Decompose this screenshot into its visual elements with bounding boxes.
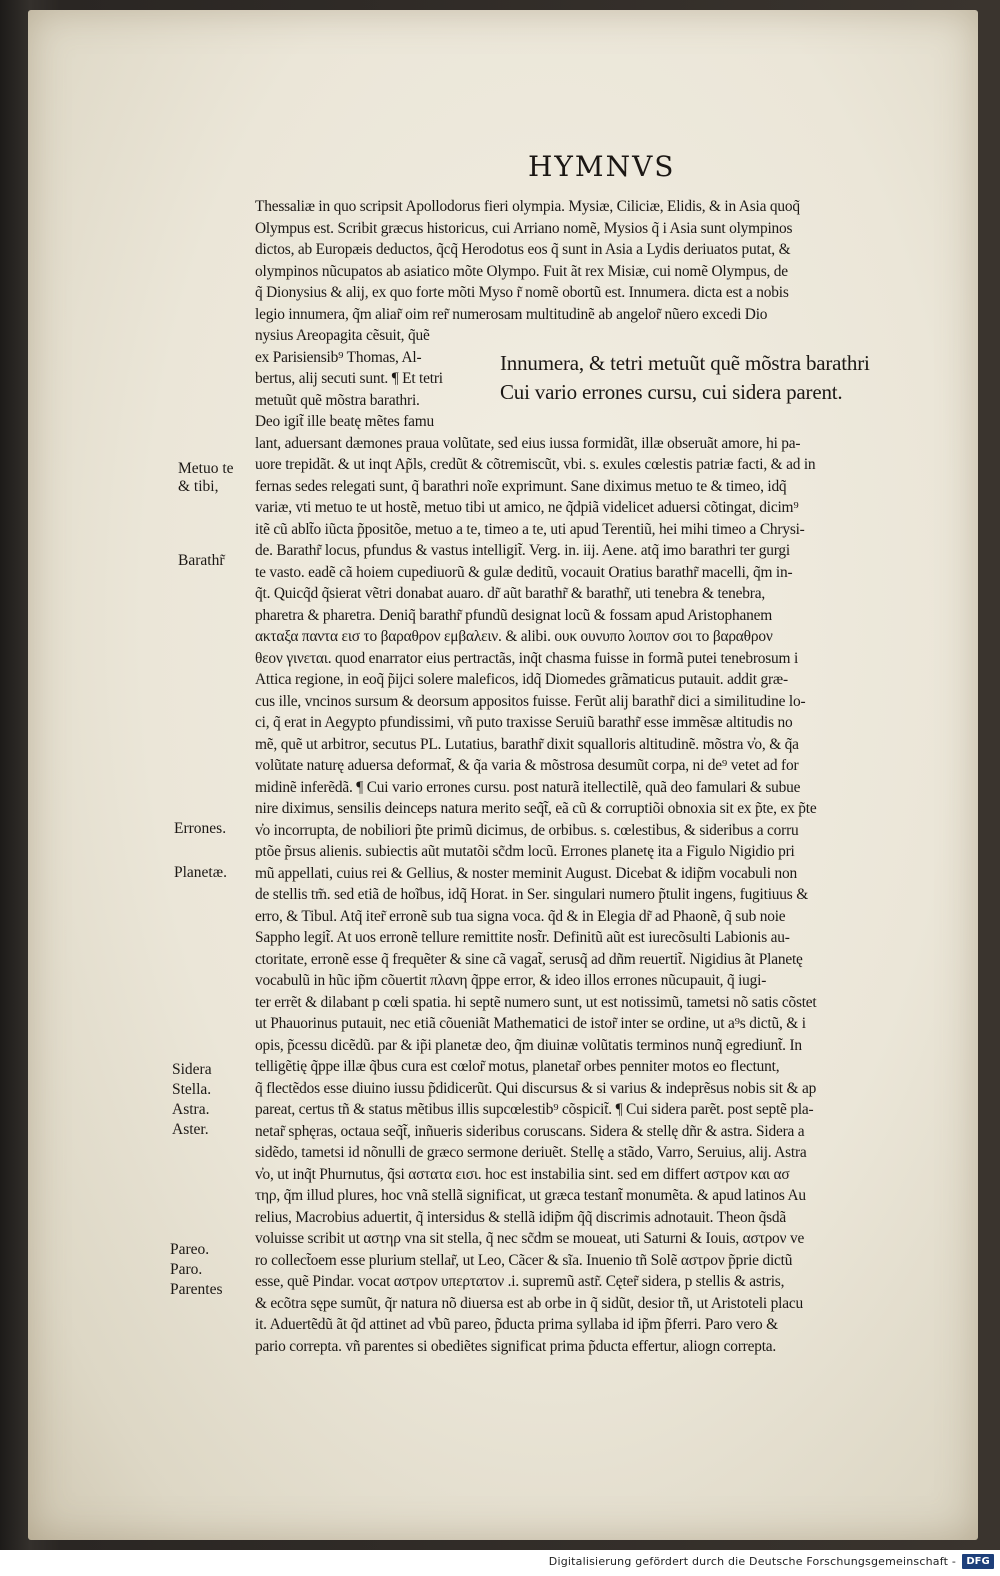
text-line: de stellis tm̃. sed etiã de hoĩbus, idq̃ Horat. in Ser. singulari numero p̃tulit ingens, fugitiuus & xyxy=(255,886,808,903)
margin-line: & tibi, xyxy=(178,478,219,495)
text-line: mũ appellati, cuius rei & Gellius, & noster meminit August. Dicebat & idip̃m vocabuli non xyxy=(255,864,797,882)
margin-line: Pareo. xyxy=(170,1241,210,1258)
text-line: vocabulũ in hũc ip̃m cõuertit πλανη q̃ppe error, & ideo illos errones nũcupauit, q̃ iugi- xyxy=(255,972,767,989)
text-line: dictos, ab Europæis deductos, q̃cq̃ Herodotus eos q̃ sunt in Asia a Lydis deriuatos putat, & xyxy=(255,241,791,258)
text-line: esse, quẽ Pindar. vocat αστρον υπερτατον .i. supremũ astr̃. Cęter̃ sidera, p stellis & astris, xyxy=(255,1273,785,1290)
text-line: legio innumera, q̃m aliar̃ oim rer̃ numerosam multitudinẽ ab angelor̃ nũero excedi Dio xyxy=(255,305,768,323)
text-line: bertus, alij secuti sunt. ¶ Et tetri xyxy=(255,370,443,387)
main-text-block xyxy=(255,196,945,1357)
margin-line: Parentes xyxy=(170,1281,223,1298)
text-line: ακταξα παντα εισ το βαραθρον εμβαλειν. & alibi. ουκ ουνυπο λοιπον σοι το βαραθρον xyxy=(255,628,773,645)
margin-line: Paro. xyxy=(170,1261,203,1278)
text-line: erro, & Tibul. Atq̃ iter̃ erronẽ sub tua signa voca. q̃d & in Elegia dr̃ ad Phaonẽ, q̃ sub noie xyxy=(255,907,786,925)
text-line: fernas sedes relegati sunt, q̃ barathri noĩe exprimunt. Sane diximus metuo te & timeo, idq̃ xyxy=(255,477,787,495)
text-line: opis, p̃cessu dicẽdũ. par & ip̃i planetæ deo, q̃m diuinæ volũtatis terminos nunq̃ egrediunt̃. In xyxy=(255,1036,802,1054)
text-line: ut Phauorinus putauit, nec etiã cõueniãt Mathematici de istor̃ inter se ordine, ut a⁹s dictũ, & i xyxy=(255,1015,806,1032)
margin-line: Sidera xyxy=(172,1061,212,1078)
text-line: pareat, certus tñ & status mẽtibus illis supcœlestib⁹ cõspicit̃. ¶ Cui sidera parẽt. post septẽ pla- xyxy=(255,1101,814,1118)
text-line: ex Parisiensib⁹ Thomas, Al- xyxy=(255,348,422,366)
text-line: ter errẽt & dilabant p cœli spatia. hi septẽ numero sunt, ut est notissimũ, tametsi nõ satis cõstet xyxy=(255,993,817,1011)
text-line: ci, q̃ erat in Aegypto pfundissimi, vñ puto traxisse Seruiũ barathr̃ esse immẽsæ altitudis no xyxy=(255,714,793,731)
text-line: Olympus est. Scribit græcus historicus, cui Arriano nomẽ, Mysios q̃ i Asia sunt olympinos xyxy=(255,219,793,237)
text-line: & ecõtra sępe sumũt, q̃r natura nõ diuersa est ab orbe in q̃ sidũt, desior tñ, ut Aristoteli placu xyxy=(255,1294,803,1312)
text-line: itẽ cũ ablt̃o iũcta p̃positõe, metuo a te, timeo a te, uti apud Terentiũ, hei mihi timeo a Chrysi- xyxy=(255,520,805,538)
text-line: v̓o, ut inq̃t Phurnutus, q̃si αστατα εισι. hoc est instabilia sint. sed em differt αστρον και ασ xyxy=(255,1165,790,1183)
margin-note-metuo xyxy=(178,460,234,496)
footer-credit: Digitalisierung gefördert durch die Deutsche Forschungsgemeinschaft - xyxy=(548,1555,956,1568)
text-line: netar̃ sphęras, octaua seq̃t̃, inñueris sideribus coruscans. Sidera & stellę dñr & astra. Sidera a xyxy=(255,1122,805,1140)
text-line: olympinos nũcupatos ab asiatico mõte Olympo. Fuit ãt rex Misiæ, cui nomẽ Olympus, de xyxy=(255,262,788,280)
margin-line: Planetæ. xyxy=(174,864,227,881)
text-line: nire diximus, sensilis deinceps natura merito seq̃t̃, eã cũ & corruptiõi obnoxia sit ex p̃te, ex p̃te xyxy=(255,800,817,817)
margin-note-sidera xyxy=(172,1060,212,1140)
margin-line: Metuo te xyxy=(178,460,234,477)
text-line: nysius Areopagita cẽsuit, q̃uẽ xyxy=(255,327,430,344)
text-line: ptõe p̃rsus alienis. subiectis aũt mutatõi sc̃dm locũ. Errones planetę ita a Figulo Nigidio pri xyxy=(255,843,795,860)
text-line: pario correpta. vñ parentes si obediẽtes significat prima p̃ducta effertur, aliogn correpta. xyxy=(255,1337,777,1355)
text-line: volũtate naturę aduersa deformat̃, & q̃a varia & mõstrosa desumũt corpa, ni de⁹ vetet ad for xyxy=(255,757,799,774)
margin-line: Aster. xyxy=(172,1121,209,1138)
text-line: cus ille, vncinos sursum & deorsum appositos fuisse. Ferũt alij barathr̃ dici a similitudine lo- xyxy=(255,692,806,710)
text-line: θεον γινεται. quod enarrator eius pertractãs, inq̃t chasma fuisse in formã putei tenebrosum i xyxy=(255,649,799,667)
text-line: Thessaliæ in quo scripsit Apollodorus fieri olympia. Mysiæ, Ciliciæ, Elidis, & in Asia quoq̃ xyxy=(255,198,800,215)
text-line: q̃t. Quicq̃d q̃sierat vẽtri donabat auaro. dr̃ aũt barathr̃ & barathr̃, uti tenebra & tenebra, xyxy=(255,585,765,602)
text-line: uore trepidãt. & ut inqt Ap̃ls, credũt & cõtremiscũt, vbi. s. exules cœlestis patriæ facti, & ad in xyxy=(255,456,816,473)
text-line: relius, Macrobius aduertit, q̃ intersidus & stellã idip̃m q̃q̃ discrimis adnotauit. Theon q̃sdã xyxy=(255,1208,786,1226)
text-line: τηρ, q̃m illud plures, hoc vnã stellã significat, ut græca testant̃ monumẽta. & apud latinos Au xyxy=(255,1187,806,1204)
verse-line: Cui vario errones cursu, cui sidera parent. xyxy=(500,379,843,404)
margin-line: Barathr̃ xyxy=(178,552,225,569)
verse-block xyxy=(255,347,945,583)
text-line: metuũt quẽ mõstra barathri. xyxy=(255,391,420,409)
text-line: mẽ, quẽ ut arbitror, secutus PL. Lutatius, barathr̃ dixit squalloris altitudinẽ. mõstra v̓o, & q̃a xyxy=(255,735,799,753)
verse-line: Innumera, & tetri metuũt quẽ mõstra barathri xyxy=(500,350,870,375)
text-line: de. Barathr̃ locus, pfundus & vastus intelligit̃. Verg. in. iij. Aene. atq̃ imo barathri ter gurgi xyxy=(255,542,790,559)
text-line: q̃ Dionysius & alij, ex quo forte mõti Myso r̃ nomẽ obortũ est. Innumera. dicta est a nobis xyxy=(255,284,789,301)
text-line: Deo igit̃ ille beatę mẽtes famu xyxy=(255,413,435,430)
margin-line: Astra. xyxy=(172,1101,210,1118)
margin-line: Errones. xyxy=(174,820,227,837)
text-line: te vasto. eadẽ cã hoiem cupediuorũ & gulæ deditũ, vocauit Oratius barathr̃ macelli, q̃m in- xyxy=(255,563,793,581)
text-line: voluisse scribit ut αστηρ vna sit stella, q̃ nec sc̃dm se moueat, uti Saturni & Iouis, αστρον ve xyxy=(255,1230,805,1247)
text-line: Sappho legit̃. At uos erronẽ tellure remittite nost̃r. Definitũ aũt est iurecõsulti Labionis au- xyxy=(255,929,790,946)
margin-note-pareo xyxy=(170,1240,223,1300)
text-line: q̃ flectẽdos esse diuino iussu p̃didicerũt. Qui discursus & si varius & indeprẽsus nobis sit & ap xyxy=(255,1079,817,1097)
text-line: Attica regione, in eoq̃ p̃ijci solere maleficos, idq̃ Diomedes grãmaticus putauit. addit græ- xyxy=(255,671,788,688)
margin-line: Stella. xyxy=(172,1081,212,1098)
text-line: ro collect̃oem esse plurium stellar̃, ut Leo, Cãcer & sĩa. Inuenio tñ Solẽ αστρον p̃prie dictũ xyxy=(255,1251,793,1269)
opening-paragraph xyxy=(255,196,945,347)
text-line: sidẽdo, tametsi id nõnulli de græco sermone deriuẽt. Stellę a stãdo, Varro, Seruius, alij. Astra xyxy=(255,1144,807,1161)
text-line: midinẽ inferẽdã. ¶ Cui vario errones cursu. post naturã itellectilẽ, quã deo famulari & subue xyxy=(255,778,801,796)
text-line: pharetra & pharetra. Deniq̃ barathr̃ pfundũ designat locũ & fossam apud Aristophanem xyxy=(255,606,772,624)
running-head: HYMNVS xyxy=(528,150,676,183)
narrow-commentary-column xyxy=(255,347,495,433)
margin-note-barathrum xyxy=(178,552,224,570)
dfg-logo: DFG xyxy=(962,1554,994,1569)
text-line: it. Aduertẽdũ ãt q̃d attinet ad v̓bũ pareo, p̃ducta prima syllaba id ip̃m p̃ferri. Paro vero & xyxy=(255,1316,778,1333)
text-line: v̓o incorrupta, de nobiliori p̃te primũ dicimus, de orbibus. s. cœlestibus, & sideribus a corru xyxy=(255,821,799,839)
text-line: ctoritate, erronẽ esse q̃ frequẽter & sine cã vagat̃, serusq̃ ad dñm reuertit̃. Nigidius ãt Planetę xyxy=(255,950,803,968)
margin-note-planetae xyxy=(174,864,227,882)
verse-lines xyxy=(500,349,950,407)
text-line: variæ, vti metuo te ut hostẽ, metuo tibi ut amico, ne q̃dpiã videlicet aduersi cõtingat, dicim⁹ xyxy=(255,499,799,516)
text-line: telligẽtię q̃ppe illæ q̃bus cura est cœlor̃ motus, planetar̃ orbes penniter motos eo flectunt, xyxy=(255,1058,780,1075)
margin-note-errones xyxy=(174,820,226,838)
text-line: lant, aduersant dæmones praua volũtate, sed eius iussa formidãt, illæ obseruãt amore, hi pa- xyxy=(255,434,801,452)
